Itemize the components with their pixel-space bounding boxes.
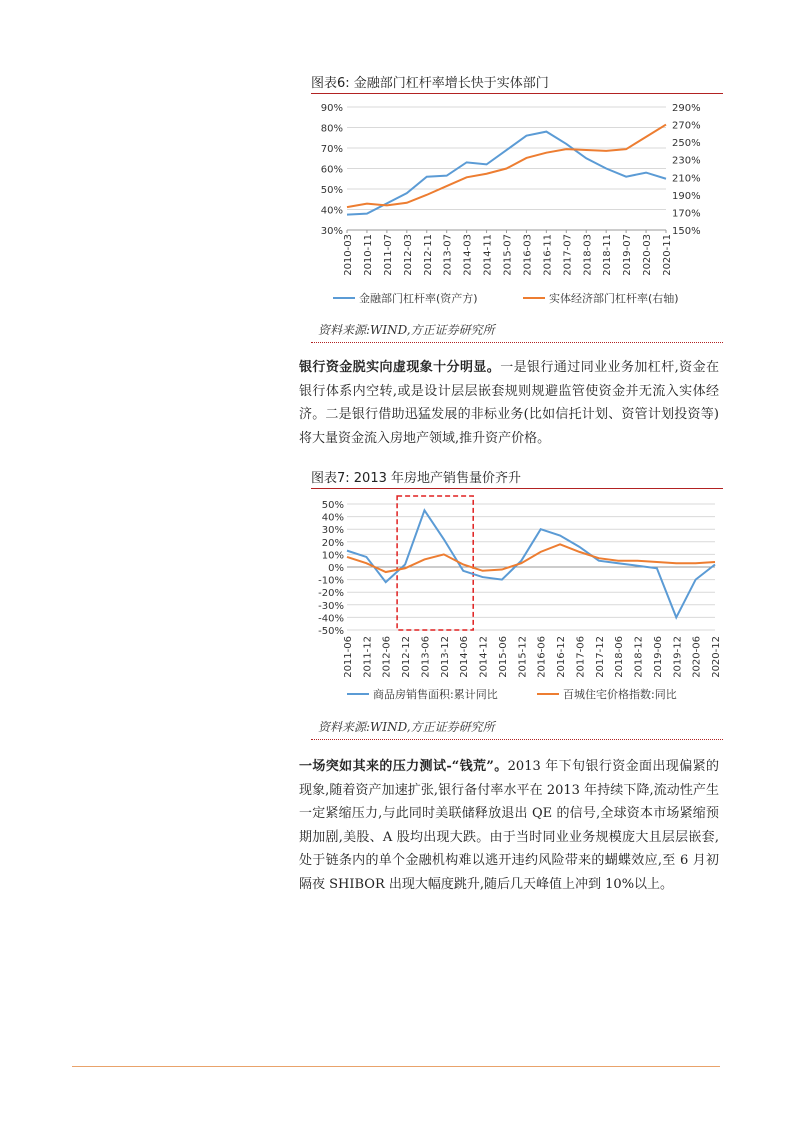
x-tick-label: 2014-06: [459, 636, 471, 678]
x-tick-label: 2014-11: [482, 234, 494, 276]
y-tick-label: 40%: [321, 512, 344, 524]
x-tick-label: 2016-12: [556, 636, 568, 678]
x-tick-label: 2012-03: [402, 234, 414, 276]
x-tick-label: 2018-11: [602, 234, 614, 276]
figure-7-chart: [311, 490, 723, 710]
paragraph-money-crunch-body: 2013 年下旬银行资金面出现偏紧的现象,随着资产加速扩张,银行备付率水平在 2013 年持续下降,流动性产生一定紧缩压力,与此同时美联储释放退出 QE 的信号,全球资本市场紧缩预期加剧,美股、A 股均出现大跌。由于当时同业业务规模庞大且层层嵌套,处于链条内的单个金融机构难以逃开违约风险带来的蝴蝶效应,至 6 月初隔夜 SHIBOR 出现大幅度跳升,随后几天峰值上冲到 10%以上。: [299, 759, 719, 892]
x-tick-label: 2016-03: [522, 234, 534, 276]
x-tick-label: 2020-11: [662, 234, 673, 276]
x-tick-label: 2018-03: [582, 234, 594, 276]
x-tick-label: 2015-12: [517, 636, 529, 678]
series-line-2: [347, 125, 666, 208]
x-tick-label: 2015-07: [502, 234, 514, 276]
y-left-tick-label: 70%: [320, 144, 343, 155]
y-tick-label: -30%: [318, 600, 344, 612]
series-line-1: [347, 510, 715, 617]
y-tick-label: -20%: [318, 588, 344, 600]
x-tick-label: 2019-06: [652, 636, 664, 678]
x-tick-label: 2013-07: [442, 234, 454, 276]
x-tick-label: 2013-06: [420, 636, 432, 678]
y-tick-label: 50%: [321, 500, 344, 511]
paragraph-bank-funds-lead: 银行资金脱实向虚现象十分明显。: [299, 360, 501, 375]
x-tick-label: 2013-12: [439, 636, 451, 678]
y-right-tick-label: 150%: [672, 226, 701, 237]
paragraph-bank-funds: [299, 356, 719, 450]
y-tick-label: 0%: [328, 563, 344, 574]
y-tick-label: 30%: [321, 525, 344, 537]
x-tick-label: 2019-12: [672, 636, 684, 678]
legend-label-1: 商品房销售面积:累计同比: [373, 688, 498, 701]
figure-7-title: 图表7: 2013 年房地产销售量价齐升: [311, 471, 521, 486]
x-tick-label: 2020-06: [691, 636, 703, 678]
y-right-tick-label: 290%: [672, 103, 701, 114]
y-right-tick-label: 270%: [672, 120, 701, 132]
series-line-1: [347, 132, 666, 215]
x-tick-label: 2012-12: [401, 636, 413, 678]
y-left-tick-label: 40%: [320, 205, 343, 217]
x-tick-label: 2010-11: [362, 234, 374, 276]
y-left-tick-label: 60%: [320, 164, 343, 176]
y-tick-label: 20%: [321, 537, 344, 549]
y-left-tick-label: 90%: [320, 103, 343, 114]
y-tick-label: 10%: [321, 550, 344, 562]
x-tick-label: 2012-06: [381, 636, 393, 678]
y-left-tick-label: 30%: [320, 226, 343, 237]
y-right-tick-label: 190%: [672, 190, 701, 202]
x-tick-label: 2016-06: [536, 636, 548, 678]
paragraph-money-crunch: [299, 755, 719, 896]
y-left-tick-label: 80%: [320, 123, 343, 135]
x-tick-label: 2017-07: [562, 234, 574, 276]
x-tick-label: 2011-07: [382, 234, 394, 276]
y-right-tick-label: 250%: [672, 138, 701, 150]
x-tick-label: 2010-03: [343, 234, 354, 276]
paragraph-money-crunch-lead: 一场突如其来的压力测试-“钱荒”。: [299, 759, 508, 774]
figure-6-source: 资料来源:WIND,方正证券研究所: [318, 323, 495, 337]
figure-7-source: 资料来源:WIND,方正证券研究所: [318, 720, 495, 734]
paragraph-bank-funds-body: 一是银行通过同业业务加杠杆,资金在银行体系内空转,或是设计层层嵌套规则规避监管使资金并无流入实体经济。二是银行借助迅猛发展的非标业务(比如信托计划、资管计划投资等)将大量资金流入房地产领域,推升资产价格。: [299, 360, 719, 446]
x-tick-label: 2016-11: [542, 234, 554, 276]
y-right-tick-label: 210%: [672, 173, 701, 185]
x-tick-label: 2011-12: [362, 636, 374, 678]
x-tick-label: 2014-12: [478, 636, 490, 678]
y-right-tick-label: 170%: [672, 208, 701, 220]
series-line-2: [347, 544, 715, 572]
x-tick-label: 2014-03: [462, 234, 474, 276]
footer-rule: [72, 1066, 720, 1067]
x-tick-label: 2018-12: [633, 636, 645, 678]
y-tick-label: -50%: [318, 626, 344, 637]
figure-6-source-rule: [311, 342, 723, 343]
figure-6-chart: [311, 95, 723, 317]
x-tick-label: 2019-07: [622, 234, 634, 276]
x-tick-label: 2020-12: [711, 636, 722, 678]
x-tick-label: 2011-06: [343, 636, 354, 678]
figure-6-title-rule: [311, 93, 723, 94]
x-tick-label: 2020-03: [642, 234, 654, 276]
x-tick-label: 2015-06: [497, 636, 509, 678]
figure-7-source-rule: [311, 739, 723, 740]
legend-label-2: 百城住宅价格指数:同比: [563, 688, 677, 701]
legend-label-1: 金融部门杠杆率(资产方): [359, 292, 478, 305]
figure-6-title: 图表6: 金融部门杠杆率增长快于实体部门: [311, 76, 549, 91]
y-left-tick-label: 50%: [320, 185, 343, 196]
legend-label-2: 实体经济部门杠杆率(右轴): [549, 292, 679, 305]
figure-7-title-rule: [311, 488, 723, 489]
x-tick-label: 2018-06: [614, 636, 626, 678]
x-tick-label: 2017-06: [575, 636, 587, 678]
x-tick-label: 2017-12: [594, 636, 606, 678]
y-tick-label: -40%: [318, 613, 344, 625]
y-tick-label: -10%: [318, 575, 344, 587]
x-tick-label: 2012-11: [422, 234, 434, 276]
y-right-tick-label: 230%: [672, 155, 701, 167]
